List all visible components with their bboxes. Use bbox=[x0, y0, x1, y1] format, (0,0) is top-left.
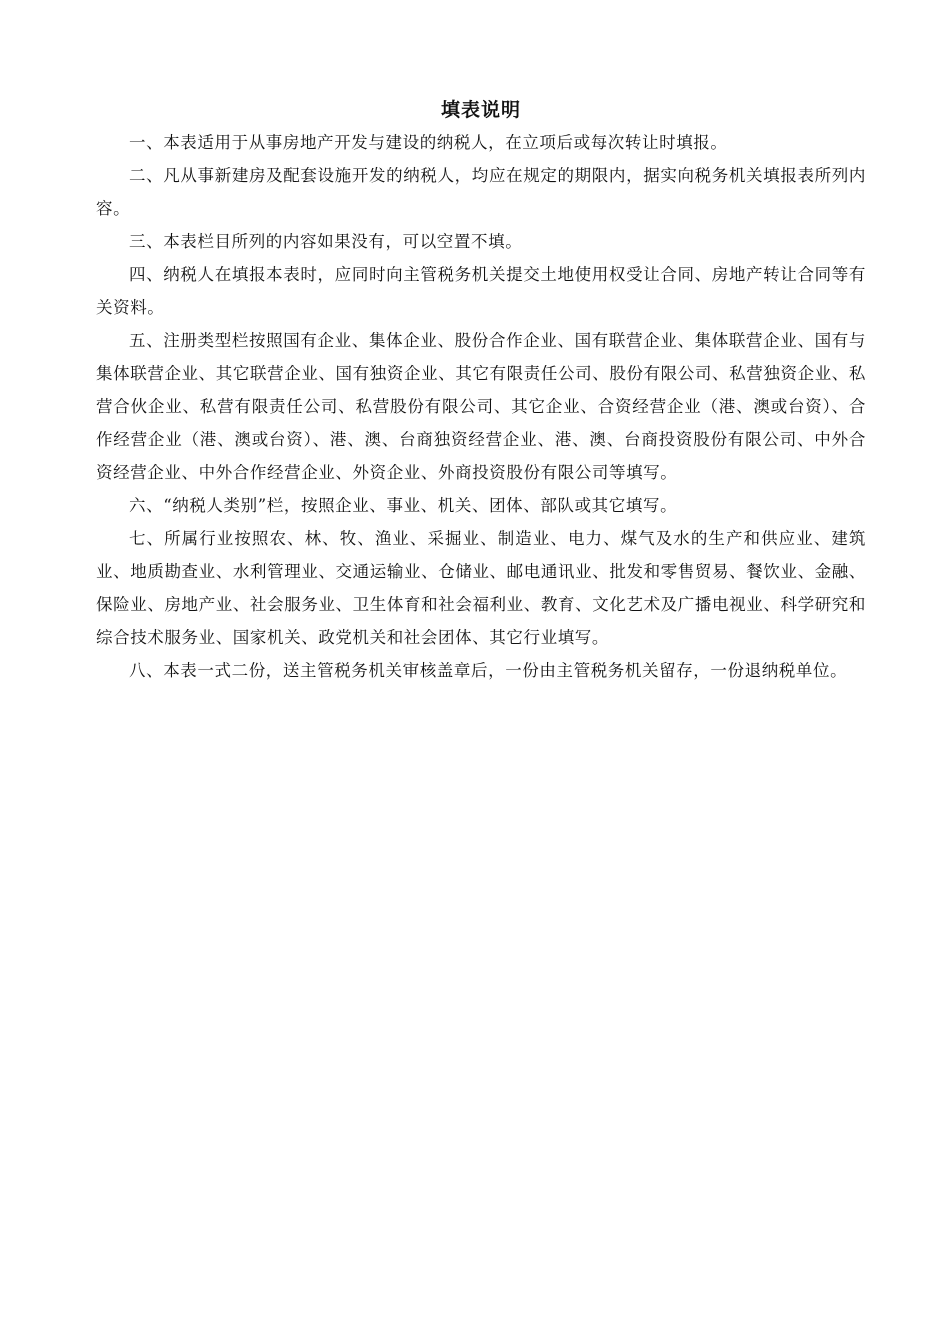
document-page bbox=[96, 96, 866, 687]
instruction-paragraph-4: 四、纳税人在填报本表时，应同时向主管税务机关提交土地使用权受让合同、房地产转让合同等有关资料。 bbox=[96, 265, 866, 317]
instruction-paragraph-8: 八、本表一式二份，送主管税务机关审核盖章后，一份由主管税务机关留存，一份退纳税单位。 bbox=[129, 661, 848, 680]
instruction-paragraph-1: 一、本表适用于从事房地产开发与建设的纳税人，在立项后或每次转让时填报。 bbox=[129, 133, 728, 152]
instruction-paragraph-5: 五、注册类型栏按照国有企业、集体企业、股份合作企业、国有联营企业、集体联营企业、国有与集体联营企业、其它联营企业、国有独资企业、其它有限责任公司、股份有限公司、私营独资企业、私营合伙企业、私营有限责任公司、私营股份有限公司、其它企业、合资经营企业（港、澳或台资）、合作经营企业（港、澳或台资）、港、澳、台商独资经营企业、港、澳、台商投资股份有限公司、中外合资经营企业、中外合作经营企业、外资企业、外商投资股份有限公司等填写。 bbox=[96, 331, 866, 482]
instruction-paragraph-2: 二、凡从事新建房及配套设施开发的纳税人，均应在规定的期限内，据实向税务机关填报表所列内容。 bbox=[96, 166, 866, 218]
instruction-paragraph-6: 六、“纳税人类别”栏，按照企业、事业、机关、团体、部队或其它填写。 bbox=[129, 496, 678, 515]
document-title: 填表说明 bbox=[440, 99, 521, 121]
instruction-paragraph-3: 三、本表栏目所列的内容如果没有，可以空置不填。 bbox=[129, 232, 523, 251]
instruction-paragraph-7: 七、所属行业按照农、林、牧、渔业、采掘业、制造业、电力、煤气及水的生产和供应业、建筑业、地质勘查业、水利管理业、交通运输业、仓储业、邮电通讯业、批发和零售贸易、餐饮业、金融、保险业、房地产业、社会服务业、卫生体育和社会福利业、教育、文化艺术及广播电视业、科学研究和综合技术服务业、国家机关、政党机关和社会团体、其它行业填写。 bbox=[96, 529, 866, 647]
